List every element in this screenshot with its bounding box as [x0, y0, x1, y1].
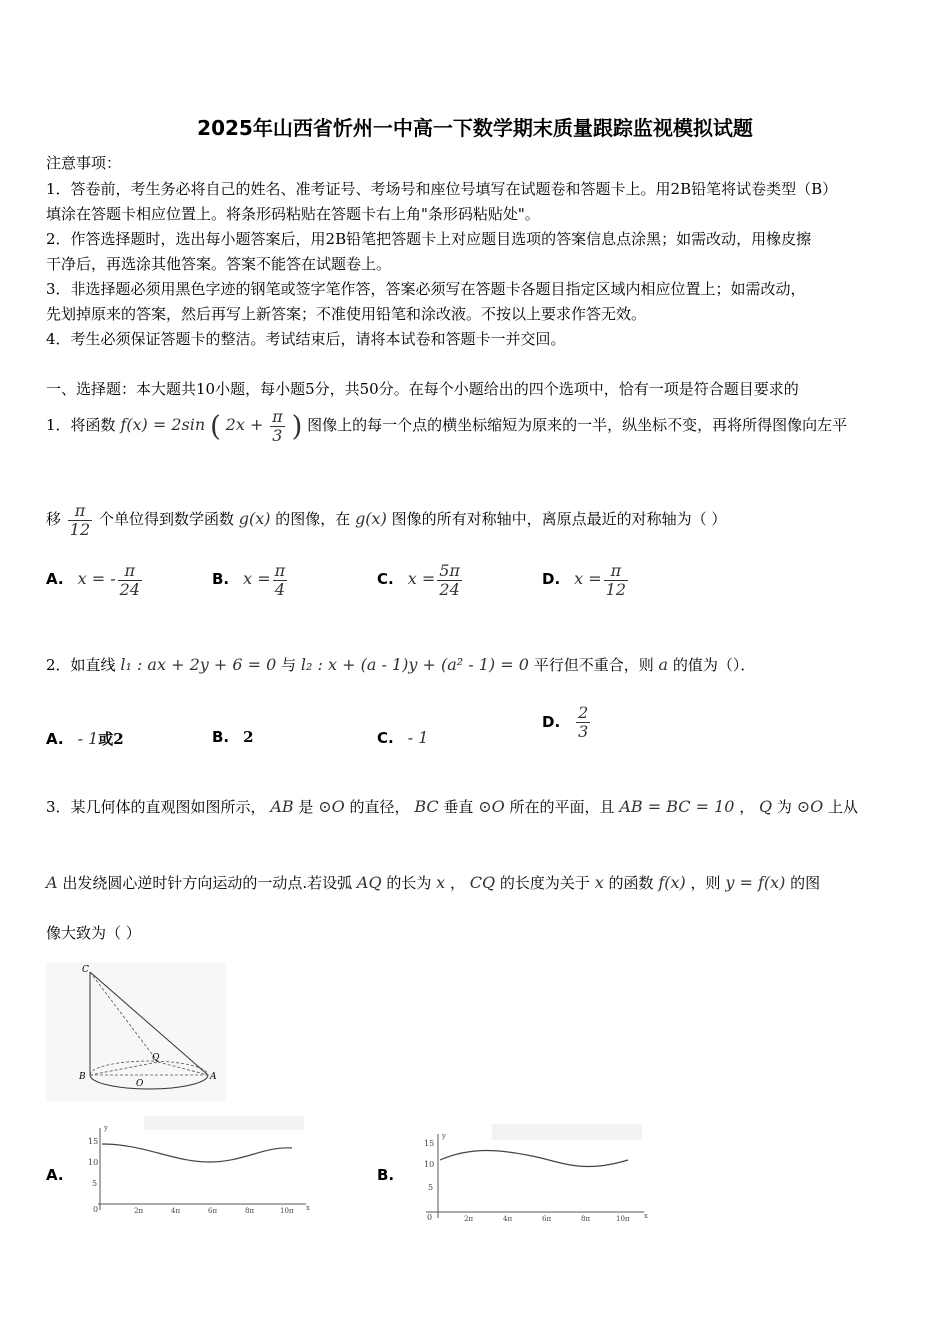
y-tick: 15 — [424, 1139, 435, 1148]
label-q: Q — [152, 1053, 160, 1063]
question-1-line1: 1．将函数 f(x) = 2sin ( 2x + $\frac{\pi}{3}$ ) 图像上的每一个点的横坐标缩短为原来的一半，纵坐标不变，再将所得图像向左平 — [46, 407, 848, 445]
q1-arg: 2x + — [225, 415, 264, 435]
q3-graph-a[interactable] — [84, 1116, 314, 1228]
question-3-line3: 像大致为（ ） — [46, 924, 141, 942]
q3-text: 的图 — [790, 874, 821, 892]
option-pre: x = — [574, 569, 602, 589]
page-title: 2025年山西省忻州一中高一下数学期末质量跟踪监视模拟试题 — [197, 116, 753, 140]
q1-option-a[interactable] — [46, 562, 144, 598]
option-den: 3 — [578, 721, 589, 741]
q3-option-b-label[interactable] — [377, 1166, 408, 1184]
q3-math: y = f(x) — [725, 873, 786, 892]
curve — [102, 1144, 292, 1162]
q1-option-c[interactable] — [377, 562, 464, 598]
q3-text: 上从 — [828, 798, 859, 816]
q2-text: 的值为（）． — [672, 656, 756, 674]
q3-math: BC — [414, 797, 439, 816]
q3-text: 出发绕圆心逆时针方向运动的一动点.若设弧 — [62, 874, 353, 892]
option-pre: x = - — [77, 569, 116, 589]
notice-line: 先划掉原来的答案，然后再写上新答案；不准使用铅笔和涂改液。不按以上要求作答无效。 — [46, 305, 647, 323]
section-heading: 一、选择题：本大题共10小题，每小题5分，共50分。在每个小题给出的四个选项中，恰有一项是符合题目要求的 — [46, 380, 799, 398]
option-den: 24 — [439, 579, 460, 599]
question-2 — [46, 654, 755, 675]
q1-shift-num: π — [68, 502, 92, 521]
q2-option-a[interactable] — [46, 728, 124, 749]
y-tick: 10 — [88, 1158, 99, 1167]
label-c: C — [82, 965, 89, 975]
q2-option-c[interactable] — [377, 728, 428, 747]
q1-frac-num: π — [272, 407, 283, 426]
origin-label: 0 — [93, 1205, 99, 1214]
notice-line: 4．考生必须保证答题卡的整洁。考试结束后，请将本试卷和答题卡一并交回。 — [46, 330, 566, 348]
option-label: B. — [212, 570, 230, 589]
label-a: A — [210, 1072, 217, 1082]
q2-text: 平行但不重合，则 — [533, 656, 654, 674]
y-tick: 5 — [428, 1183, 434, 1192]
q3-math: x — [594, 873, 604, 892]
q3-option-a-label[interactable] — [46, 1166, 78, 1184]
option-den: 24 — [119, 579, 140, 599]
option-label: B. — [377, 1166, 395, 1184]
option-value: 2 — [243, 728, 254, 746]
axis-y-label: y — [442, 1132, 446, 1140]
x-tick: 2π — [464, 1215, 474, 1223]
x-tick: 10π — [280, 1207, 294, 1215]
q2-text: 与 — [281, 656, 297, 674]
q3-text: 的直径， — [349, 798, 410, 816]
y-tick: 15 — [88, 1137, 99, 1146]
q3-text: 所在的平面，且 — [509, 798, 615, 816]
option-pre: x = — [407, 569, 436, 589]
option-num: π — [274, 561, 286, 580]
q3-graph-b[interactable] — [412, 1124, 652, 1228]
option-label: A. — [46, 730, 64, 748]
q2-line2: l₂ : x + (a - 1)y + (a² - 1) = 0 — [300, 655, 529, 674]
option-label: C. — [377, 729, 394, 747]
option-pre: x = — [243, 569, 271, 589]
q1-g: g(x) — [238, 509, 271, 529]
axis-y-label: y — [104, 1124, 108, 1132]
x-tick: 2π — [134, 1207, 144, 1215]
option-den: 4 — [274, 579, 285, 599]
q3-text: 的长为 — [386, 874, 432, 892]
q1-text: 图像的所有对称轴中，离原点最近的对称轴为（ ） — [391, 510, 727, 529]
q1-frac-den: 3 — [272, 425, 283, 445]
q1-text: 图像上的每一个点的横坐标缩短为原来的一半，纵坐标不变，再将所得图像向左平 — [307, 416, 848, 435]
y-tick: 10 — [424, 1160, 435, 1169]
option-suffix: 或2 — [98, 730, 124, 748]
question-3-line2 — [46, 872, 820, 893]
curve — [440, 1151, 628, 1167]
notice-heading: 注意事项： — [46, 154, 122, 172]
q3-text: 的函数 — [608, 874, 654, 892]
q3-text: 是 — [298, 798, 314, 816]
q3-math: AB — [270, 797, 294, 816]
question-1-line2 — [46, 502, 726, 538]
q1-text: 的图像，在 — [275, 510, 351, 529]
option-value: - 1 — [407, 728, 429, 747]
q1-text: 个单位得到数学函数 — [98, 510, 234, 529]
q2-line1: l₁ : ax + 2y + 6 = 0 — [120, 655, 277, 674]
q2-option-d[interactable] — [542, 704, 592, 740]
q3-math: ⊙O — [478, 797, 505, 816]
x-tick: 6π — [208, 1207, 218, 1215]
axis-x-label: x — [306, 1204, 310, 1212]
q2-a: a — [658, 655, 669, 674]
origin-label: 0 — [427, 1213, 433, 1222]
q1-option-b[interactable] — [212, 562, 289, 598]
q2-num: 2．如直线 — [46, 656, 116, 674]
q3-math: AB = BC = 10 — [619, 797, 735, 816]
question-3-line1 — [46, 796, 858, 817]
q3-math: ⊙O — [796, 797, 824, 816]
option-label: B. — [212, 728, 230, 746]
notice-line: 3．非选择题必须用黑色字迹的钢笔或签字笔作答，答案必须写在答题卡各题目指定区域内相应位置上；如需改动， — [46, 280, 806, 298]
q3-math: CQ — [469, 873, 496, 892]
q3-text: 的长度为关于 — [499, 874, 590, 892]
q3-text: 3．某几何体的直观图如图所示， — [46, 798, 266, 816]
q3-math: AQ — [356, 873, 382, 892]
q3-math: x — [436, 873, 446, 892]
option-label: A. — [46, 570, 64, 589]
option-label: A. — [46, 1166, 64, 1184]
q3-text: ， — [449, 874, 465, 892]
notice-line: 1．答卷前，考生务必将自己的姓名、准考证号、考场号和座位号填写在试题卷和答题卡上。用2B铅笔将试卷类型（B） — [46, 180, 838, 198]
notice-line: 2．作答选择题时，选出每小题答案后，用2B铅笔把答题卡上对应题目选项的答案信息点涂黑；如需改动，用橡皮擦 — [46, 230, 812, 248]
q3-math: ⊙O — [318, 797, 345, 816]
q1-num: 1．将函数 — [46, 416, 116, 435]
q1-text: 移 — [46, 510, 62, 529]
q3-math: f(x) — [658, 873, 686, 892]
option-num: π — [118, 562, 142, 581]
option-value: - 1 — [77, 729, 99, 748]
q1-g: g(x) — [355, 509, 387, 529]
option-den: 12 — [605, 579, 627, 599]
x-tick: 8π — [245, 1207, 255, 1215]
q1-shift-den: 12 — [69, 519, 91, 539]
q3-text: 为 — [776, 798, 792, 816]
option-num: π — [604, 562, 628, 581]
label-b: B — [79, 1072, 86, 1082]
x-tick: 8π — [581, 1215, 591, 1223]
q3-math: A — [46, 873, 58, 892]
q1-option-d[interactable] — [542, 562, 630, 598]
label-o: O — [136, 1079, 144, 1089]
x-tick: 10π — [616, 1215, 630, 1223]
axis-x-label: x — [644, 1212, 648, 1220]
q3-text: ，则 — [690, 874, 721, 892]
x-tick: 6π — [542, 1215, 552, 1223]
q3-text: ， — [739, 798, 755, 816]
x-tick: 4π — [503, 1215, 513, 1223]
geometry-figure — [46, 962, 226, 1102]
x-tick: 4π — [171, 1207, 181, 1215]
q3-math: Q — [759, 797, 773, 816]
option-num: 5π — [439, 561, 460, 580]
option-label: D. — [542, 713, 561, 732]
q2-option-b[interactable] — [212, 728, 254, 746]
y-tick: 5 — [92, 1179, 98, 1188]
option-num: 2 — [578, 703, 589, 722]
option-label: D. — [542, 570, 561, 589]
notice-line: 填涂在答题卡相应位置上。将条形码粘贴在答题卡右上角"条形码粘贴处"。 — [46, 205, 540, 223]
notice-line: 干净后，再选涂其他答案。答案不能答在试题卷上。 — [46, 255, 392, 273]
option-label: C. — [377, 570, 394, 589]
q3-text: 垂直 — [443, 798, 474, 816]
q1-func: f(x) = 2sin — [120, 415, 206, 435]
